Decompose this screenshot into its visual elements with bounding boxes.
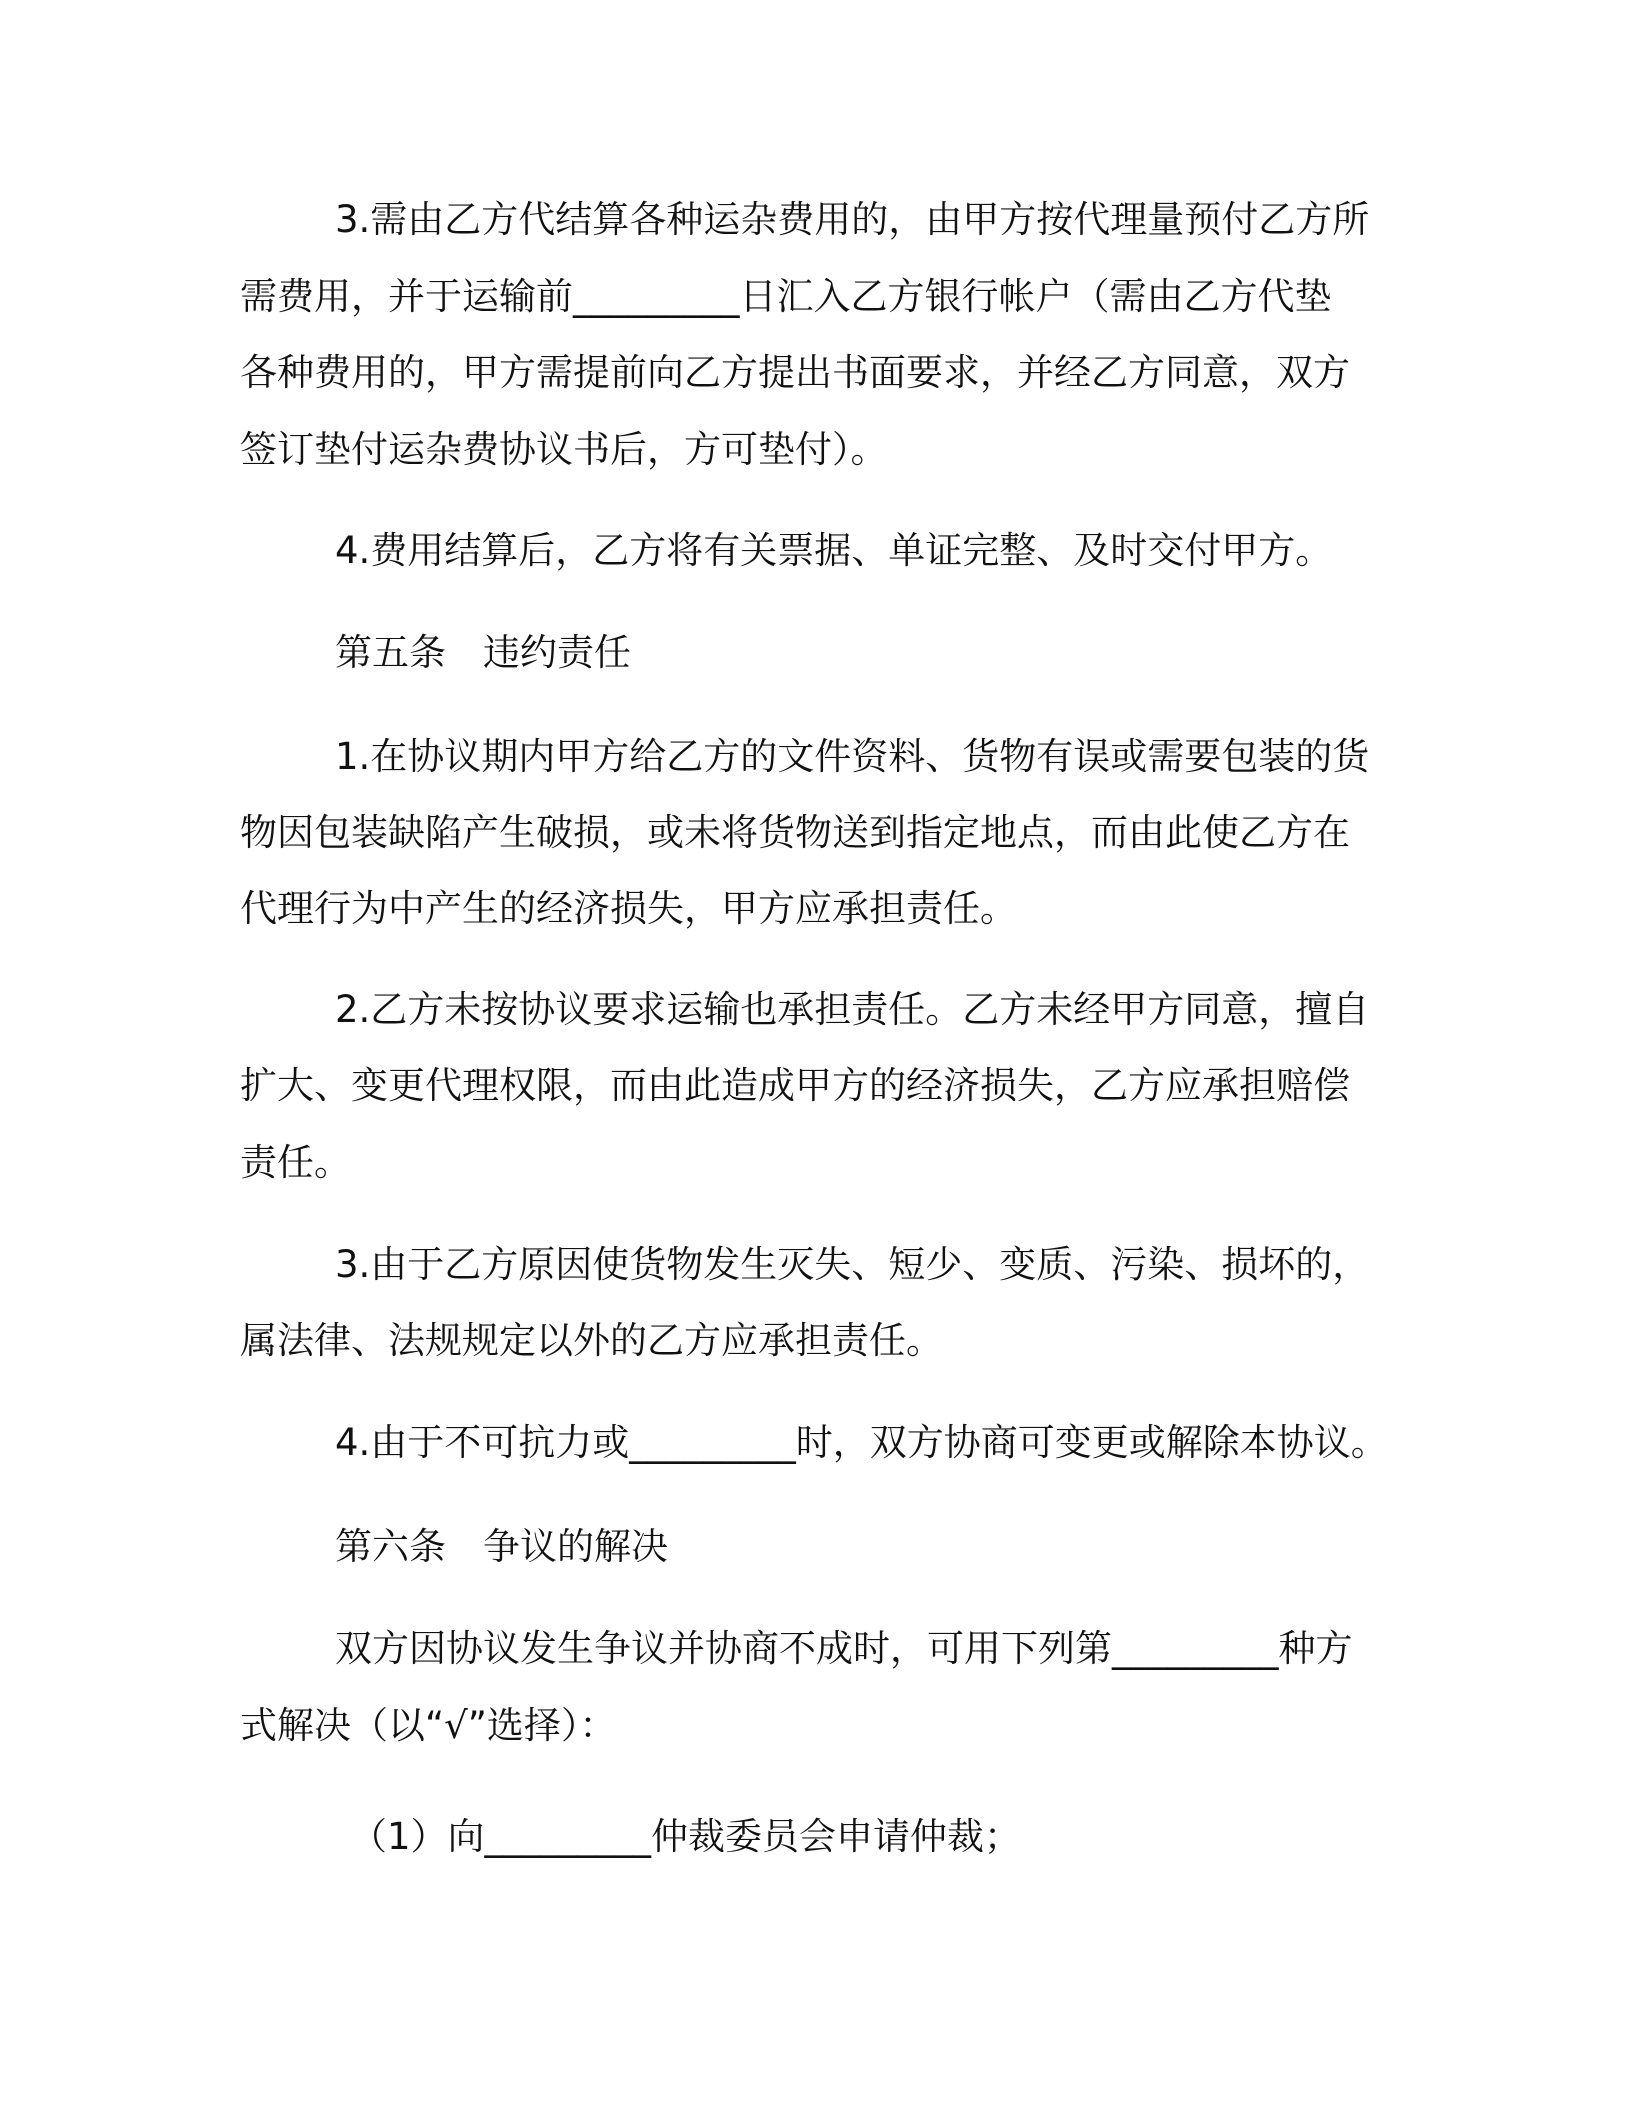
- paragraph-line: 责任。: [240, 1141, 351, 1184]
- paragraph-line: 4.费用结算后，乙方将有关票据、单证完整、及时交付甲方。: [335, 529, 1333, 572]
- section-heading: 第六条 争议的解决: [335, 1525, 668, 1568]
- paragraph-line: 式解决（以“√”选择）：: [240, 1704, 617, 1747]
- paragraph-line: 双方因协议发生争议并协商不成时，可用下列第_________种方: [335, 1627, 1353, 1670]
- paragraph-line: 物因包装缺陷产生破损，或未将货物送到指定地点，而由此使乙方在: [240, 811, 1350, 854]
- paragraph-line: 扩大、变更代理权限，而由此造成甲方的经济损失，乙方应承担赔偿: [240, 1064, 1350, 1107]
- paragraph-line: 3.由于乙方原因使货物发生灭失、短少、变质、污染、损坏的，: [335, 1243, 1370, 1286]
- section-heading: 第五条 违约责任: [335, 631, 631, 674]
- paragraph-line: 4.由于不可抗力或_________时，双方协商可变更或解除本协议。: [335, 1421, 1388, 1464]
- paragraph-line: 2.乙方未按协议要求运输也承担责任。乙方未经甲方同意，擅自: [335, 988, 1370, 1031]
- paragraph-line: 代理行为中产生的经济损失，甲方应承担责任。: [240, 887, 1017, 930]
- list-item: （1）向_________仲裁委员会申请仲裁；: [350, 1815, 1022, 1858]
- paragraph-line: 需费用，并于运输前_________日汇入乙方银行帐户（需由乙方代垫: [240, 275, 1332, 318]
- paragraph-line: 签订垫付运杂费协议书后，方可垫付）。: [240, 428, 888, 471]
- paragraph-line: 3.需由乙方代结算各种运杂费用的，由甲方按代理量预付乙方所: [335, 198, 1370, 241]
- paragraph-line: 各种费用的，甲方需提前向乙方提出书面要求，并经乙方同意，双方: [240, 351, 1350, 394]
- paragraph-line: 属法律、法规规定以外的乙方应承担责任。: [240, 1319, 943, 1362]
- paragraph-line: 1.在协议期内甲方给乙方的文件资料、货物有误或需要包装的货: [335, 735, 1370, 778]
